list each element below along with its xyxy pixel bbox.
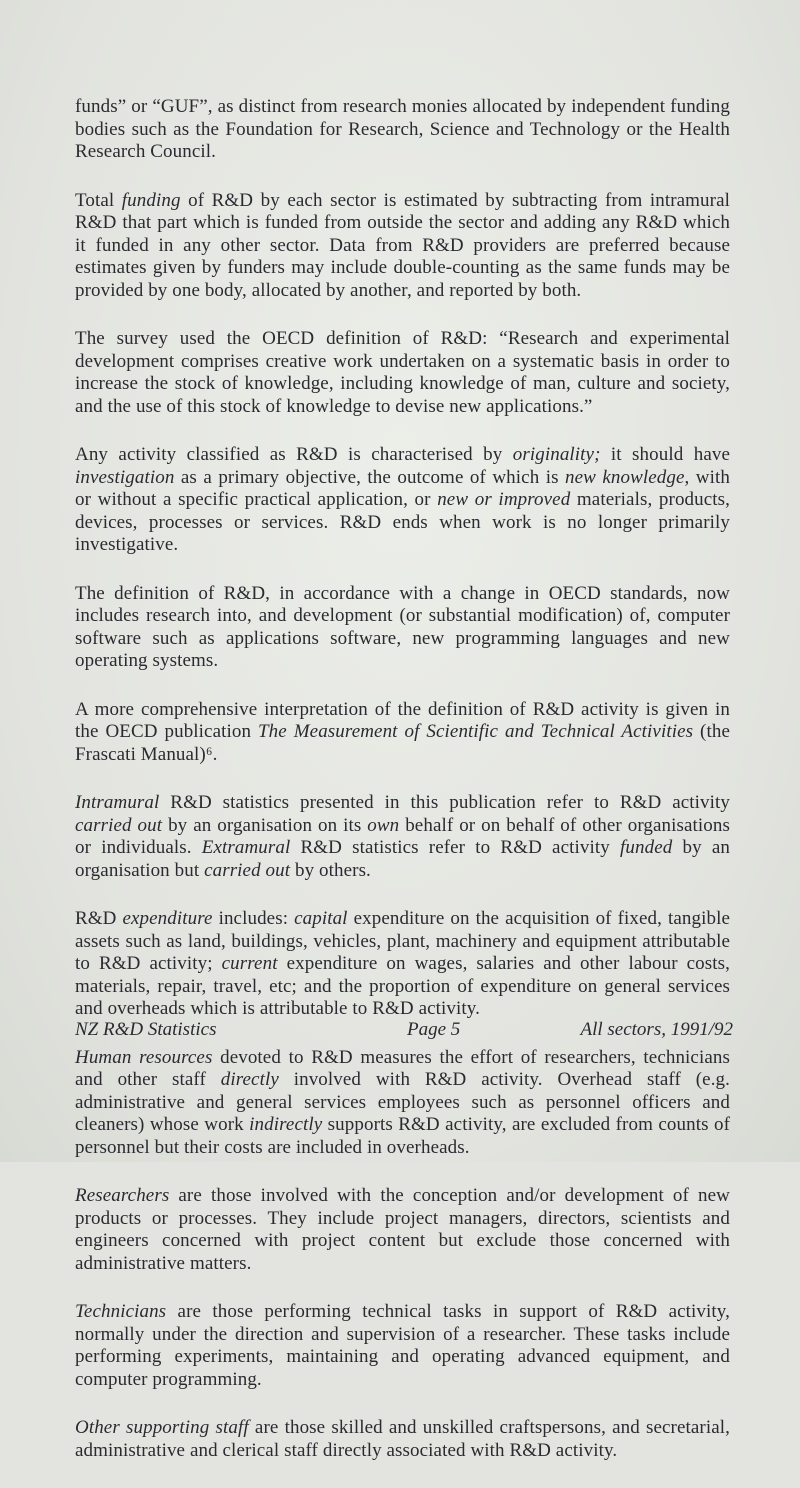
italic-term: Intramural [75,792,160,813]
text-run: R&D [75,908,123,929]
italic-term: carried out [75,814,163,836]
italic-term: capital [294,908,348,929]
text-run: are those skilled and unskilled craftspersons, and secretarial, administrative and clerical staff directly associated with R&D activity. [75,1417,730,1461]
text-run: materials, products, devices, processes or services. R&D ends when work is no longer primarily investigative. [75,489,730,555]
paragraph [75,96,730,164]
text-run: The definition of R&D, in accordance with a change in OECD standards, now includes research into, and development (or substantial modification) of, computer software such as applications software, new programming languages and new operating systems. [75,582,730,671]
italic-term: Other supporting staff [75,1417,249,1438]
page-footer [75,1019,733,1041]
text-run: involved with R&D activity. Overhead staff (e.g. administrative and general services employees such as personnel officers and cleaners) whose work [75,1069,730,1135]
text-run: Any activity classified as R&D is characterised by [75,444,513,465]
text-run: behalf or on behalf of other organisations or individuals. [75,814,730,858]
paragraph [75,1301,730,1391]
italic-term: expenditure [122,908,213,929]
text-run: it should have [600,444,730,465]
italic-term: funded [620,837,673,858]
text-run: by others. [290,859,371,881]
text-run: expenditure on the acquisition of fixed, tangible assets such as land, buildings, vehicles, plant, machinery and equipment attributable to R&D activity; [75,908,731,974]
italic-term: indirectly [249,1114,323,1135]
text-run: supports R&D activity, are excluded from counts of personnel but their costs are included in overheads. [75,1114,730,1158]
paragraph [75,699,730,767]
paragraph [75,1417,730,1462]
text-run: are those involved with the conception and/or development of new products or processes. They include project managers, directors, scientists and engineers concerned with project content but exclude those concerned with administrative matters. [75,1185,730,1274]
paragraph [75,908,730,1021]
italic-term: Technicians [75,1301,167,1322]
italic-term: originality; [512,444,601,465]
text-run: as a primary objective, the outcome of which is [174,466,566,488]
footer-page-number: Page 5 [407,1019,461,1040]
paragraph [75,1047,730,1160]
paragraph [75,1185,730,1275]
text-run: funds” or “GUF”, as distinct from research monies allocated by independent funding bodies such as the Foundation for Research, Science and Technology or the Health Research Council. [75,96,730,162]
body-text [75,96,730,1488]
text-run: of R&D by each sector is estimated by subtracting from intramural R&D that part which is funded from outside the sector and adding any R&D which it funded in any other sector. Data from R&D providers are preferred because estimates given by funders may include double-counting as the same funds may be provided by one body, allocated by another, and reported by both. [75,189,730,301]
text-run: devoted to R&D measures the effort of researchers, technicians and other staff [75,1046,730,1090]
text-run: by an organisation on its [162,814,368,836]
paragraph [75,444,730,557]
footer-coverage: All sectors, 1991/92 [580,1019,733,1040]
text-run: Total [75,189,122,211]
italic-term: funding [121,189,181,211]
paragraph [75,583,730,673]
italic-term: investigation [75,466,175,488]
italic-term: Researchers [75,1185,170,1206]
italic-term: carried out [204,859,291,881]
text-run: expenditure on wages, salaries and other labour costs, materials, repair, travel, etc; and the proportion of expenditure on general services and overheads which is attributable to R&D activity. [75,953,730,1019]
paragraph [75,792,730,882]
italic-term: current [221,953,278,974]
text-run: (the Frascati Manual)⁶. [75,721,730,765]
italic-term: The Measurement of Scientific and Technical Activities [258,721,694,742]
text-run: The survey used the OECD definition of R&D: “Research and experimental development comprises creative work undertaken on a systematic basis in order to increase the stock of knowledge, including knowledge of man, culture and society, and the use of this stock of knowledge to devise new applications.” [75,328,730,417]
text-run: includes: [212,908,295,929]
text-run: , with or without a specific practical application, or [75,466,730,510]
text-run: R&D statistics presented in this publication refer to R&D activity [159,792,730,813]
italic-term: directly [220,1069,279,1090]
italic-term: new knowledge [565,466,685,488]
italic-term: new or improved [437,489,571,510]
italic-term: own [367,814,400,836]
paragraph [75,328,730,418]
text-run: R&D statistics refer to R&D activity [290,837,621,858]
text-run: A more comprehensive interpretation of the definition of R&D activity is given in the OECD publication [75,698,730,742]
italic-term: Human resources [75,1046,213,1068]
footer-publication: NZ R&D Statistics [75,1019,217,1040]
paragraph [75,190,730,303]
italic-term: Extramural [201,837,291,858]
text-run: are those performing technical tasks in support of R&D activity, normally under the direction and supervision of a researcher. These tasks include performing experiments, maintaining and operating advanced equipment, and computer programming. [75,1301,730,1390]
text-run: by an organisation but [75,837,730,881]
